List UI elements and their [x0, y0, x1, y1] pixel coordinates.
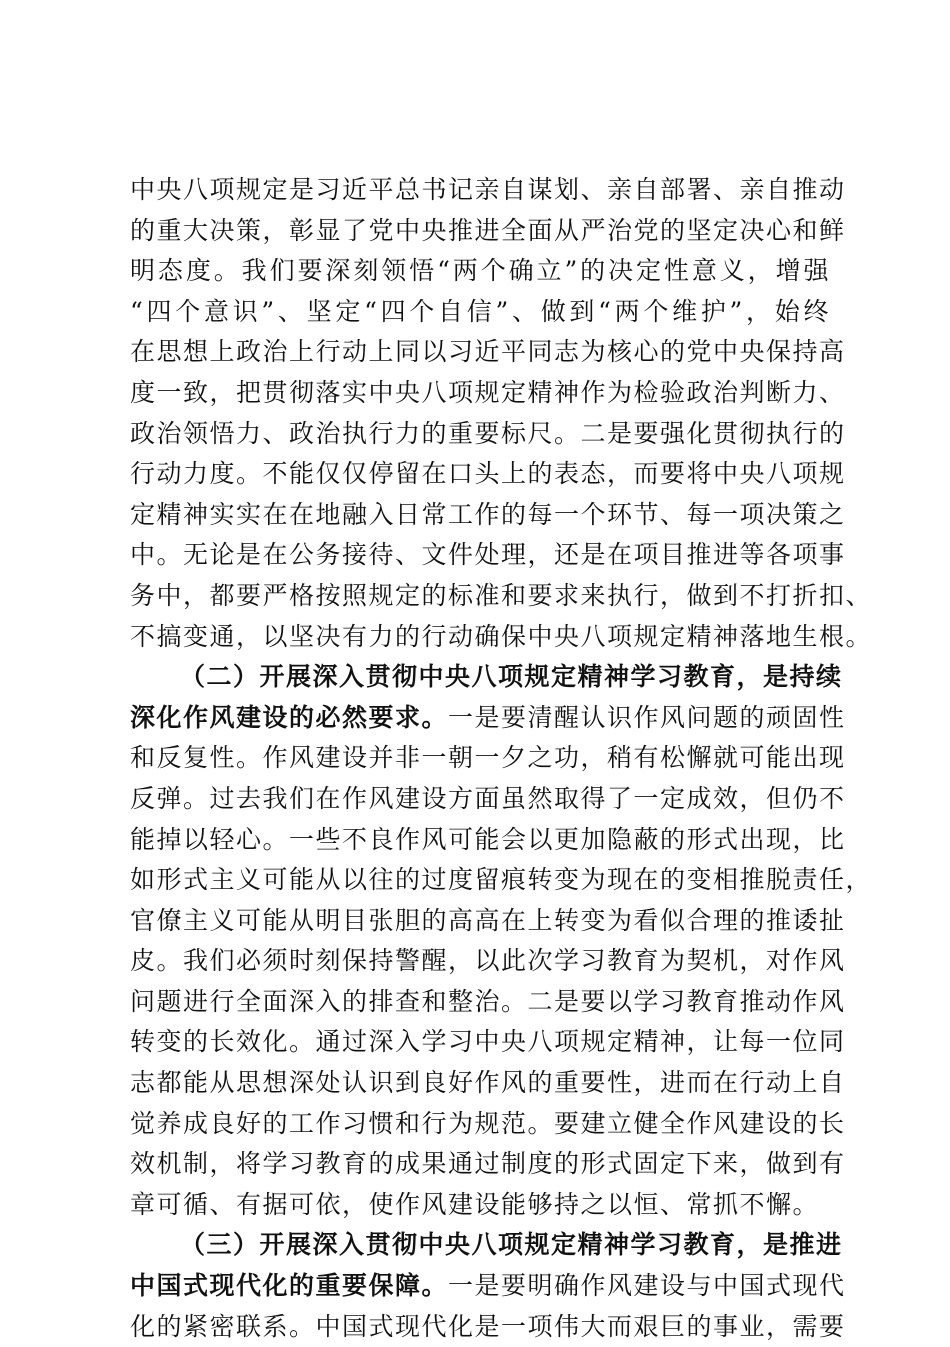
text-line [130, 211, 846, 252]
text-line [130, 941, 846, 982]
paragraph-text: 中。无论是在公务接待、文件处理，还是在项目推进等各项事 [130, 540, 846, 570]
paragraph-text: 皮。我们必须时刻保持警醒，以此次学习教育为契机，对作风 [130, 946, 846, 976]
text-line [130, 1307, 846, 1347]
text-line [130, 373, 846, 414]
paragraph-text: 务中，都要严格按照规定的标准和要求来执行，做到不打折扣、 [130, 580, 873, 610]
text-line [130, 1185, 830, 1226]
paragraph-text: 政治领悟力、政治执行力的重要标尺。二是要强化贯彻执行的 [130, 418, 846, 448]
paragraph-text: 能掉以轻心。一些不良作风可能会以更加隐蔽的形式出现，比 [130, 824, 846, 854]
paragraph-text: 和反复性。作风建设并非一朝一夕之功，稍有松懈就可能出现 [130, 743, 846, 773]
paragraph-text: 一是要清醒认识作风问题的顽固性 [448, 702, 846, 732]
paragraph-text: 章可循、有据可依，使作风建设能够持之以恒、常抓不懈。 [130, 1189, 820, 1219]
text-line [130, 779, 846, 820]
paragraph-text: 反弹。过去我们在作风建设方面虽然取得了一定成效，但仍不 [130, 783, 846, 813]
paragraph-text: 在思想上政治上行动上同以习近平同志为核心的党中央保持高 [130, 337, 846, 367]
text-line [130, 576, 873, 617]
text-line [130, 251, 830, 292]
text-line [130, 860, 873, 901]
paragraph-text: 定精神实实在在地融入日常工作的每一个环节、每一项决策之 [130, 499, 846, 529]
text-line [130, 901, 846, 942]
paragraph-text: 志都能从思想深处认识到良好作风的重要性，进而在行动上自 [130, 1068, 846, 1098]
bold-heading-text: （三）开展深入贯彻中央八项规定精神学习教育，是推进 [180, 1230, 843, 1260]
paragraph-text: 觉养成良好的工作习惯和行为规范。要建立健全作风建设的长 [130, 1108, 846, 1138]
body-text [130, 170, 873, 1347]
bold-heading-text: 中国式现代化的重要保障。 [130, 1271, 449, 1301]
paragraph-text: 一是要明确作风建设与中国式现代 [448, 1271, 846, 1301]
text-line [130, 170, 846, 211]
text-line [130, 1225, 843, 1266]
paragraph-text: “四个意识”、坚定“四个自信”、做到“两个维护”，始终 [130, 296, 830, 326]
bold-heading-text: （二）开展深入贯彻中央八项规定精神学习教育，是持续 [180, 662, 843, 692]
text-line [130, 820, 846, 861]
text-line [130, 1063, 846, 1104]
bold-heading-text: 深化作风建设的必然要求。 [130, 702, 449, 732]
text-line [130, 738, 846, 779]
text-line [130, 1104, 846, 1145]
paragraph-text: 行动力度。不能仅仅停留在口头上的表态，而要将中央八项规 [130, 459, 846, 489]
text-line [130, 535, 846, 576]
paragraph-text: 中央八项规定是习近平总书记亲自谋划、亲自部署、亲自推动 [130, 175, 846, 204]
text-line [130, 1266, 846, 1307]
text-line [130, 1022, 846, 1063]
text-line [130, 454, 846, 495]
paragraph-text: 效机制，将学习教育的成果通过制度的形式固定下来，做到有 [130, 1149, 846, 1179]
paragraph-text: 转变的长效化。通过深入学习中央八项规定精神，让每一位同 [130, 1027, 846, 1057]
paragraph-text: 化的紧密联系。中国式现代化是一项伟大而艰巨的事业，需要 [130, 1311, 846, 1341]
text-line [130, 1144, 846, 1185]
text-line [130, 698, 846, 739]
text-line [130, 292, 830, 333]
paragraph-text: 度一致，把贯彻落实中央八项规定精神作为检验政治判断力、 [130, 377, 846, 407]
paragraph-text: 明态度。我们要深刻领悟“两个确立”的决定性意义，增强 [130, 256, 830, 286]
text-line [130, 617, 873, 658]
text-line [130, 332, 846, 373]
paragraph-text: 官僚主义可能从明目张胆的高高在上转变为看似合理的推诿扯 [130, 905, 846, 935]
text-line [130, 982, 846, 1023]
text-line [130, 657, 843, 698]
text-line [130, 414, 846, 455]
paragraph-text: 的重大决策，彰显了党中央推进全面从严治党的坚定决心和鲜 [130, 215, 846, 245]
paragraph-text: 如形式主义可能从以往的过度留痕转变为现在的变相推脱责任， [130, 865, 873, 895]
paragraph-text: 问题进行全面深入的排查和整治。二是要以学习教育推动作风 [130, 986, 846, 1016]
paragraph-text: 不搞变通，以坚决有力的行动确保中央八项规定精神落地生根。 [130, 621, 873, 651]
text-line [130, 495, 846, 536]
